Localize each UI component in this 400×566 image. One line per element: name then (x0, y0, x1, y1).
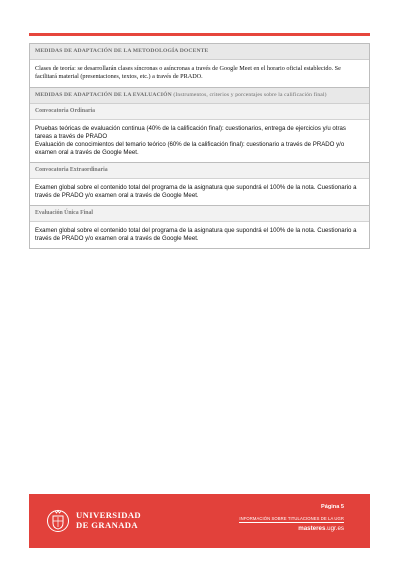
university-name-line2: DE GRANADA (76, 519, 139, 530)
university-crest-icon (46, 507, 70, 534)
info-titulaciones: INFORMACIÓN SOBRE TITULACIONES DE LA UGR (239, 516, 344, 521)
site-link-bold: masteres (298, 525, 326, 532)
extraordinary-call-body (30, 179, 369, 206)
single-final-body (30, 222, 369, 248)
ordinary-line-1: Pruebas teóricas de evaluación continua (40% de la calificación final): cuestionarios, entrega de ejercicios y/u otras tareas a través de PRADO (35, 125, 346, 140)
ordinary-call-body (30, 120, 369, 163)
ordinary-line-2: Evaluación de conocimientos del temario teórico (60% de la calificación final): cuestionario a través de PRADO y/o examen oral a través de Google Meet. (35, 141, 345, 156)
ordinary-call-heading: Convocatoria Ordinaria (30, 104, 369, 120)
single-final-line-1: Examen global sobre el contenido total del programa de la asignatura que supondrá el 100% de la nota. Cuestionario a través de PRADO y/o examen oral a través de Google Meet. (35, 227, 357, 242)
methodology-heading-text: MEDIDAS DE ADAPTACIÓN DE LA METODOLOGÍA DOCENTE (35, 48, 209, 54)
site-link-domain: .ugr.es (325, 525, 344, 532)
extraordinary-call-heading: Convocatoria Extraordinaria (30, 163, 369, 179)
top-red-rule (29, 33, 370, 36)
site-link[interactable] (298, 525, 344, 532)
evaluation-heading (30, 88, 369, 104)
page-footer (29, 494, 370, 548)
evaluation-heading-subtitle: (Instrumentos, criterios y porcentajes sobre la calificación final) (173, 92, 327, 98)
page-number: Página 5 (320, 504, 344, 510)
methodology-heading (30, 44, 369, 60)
methodology-body: Clases de teoría: se desarrollarán clases síncronas o asíncronas a través de Google Meet en el horario oficial establecido. Se facilitará material (presentaciones, textos, etc.) a través de PRADO. (30, 60, 369, 88)
university-name (76, 511, 141, 530)
university-name-line1: UNIVERSIDAD (76, 510, 142, 520)
adaptation-table (29, 43, 370, 249)
extraordinary-line-1: Examen global sobre el contenido total del programa de la asignatura que supondrá el 100% de la nota. Cuestionario a través de PRADO y/o examen oral a través de Google Meet. (35, 184, 357, 199)
single-final-heading: Evaluación Única Final (30, 206, 369, 222)
evaluation-heading-text: MEDIDAS DE ADAPTACIÓN DE LA EVALUACIÓN (35, 92, 172, 98)
